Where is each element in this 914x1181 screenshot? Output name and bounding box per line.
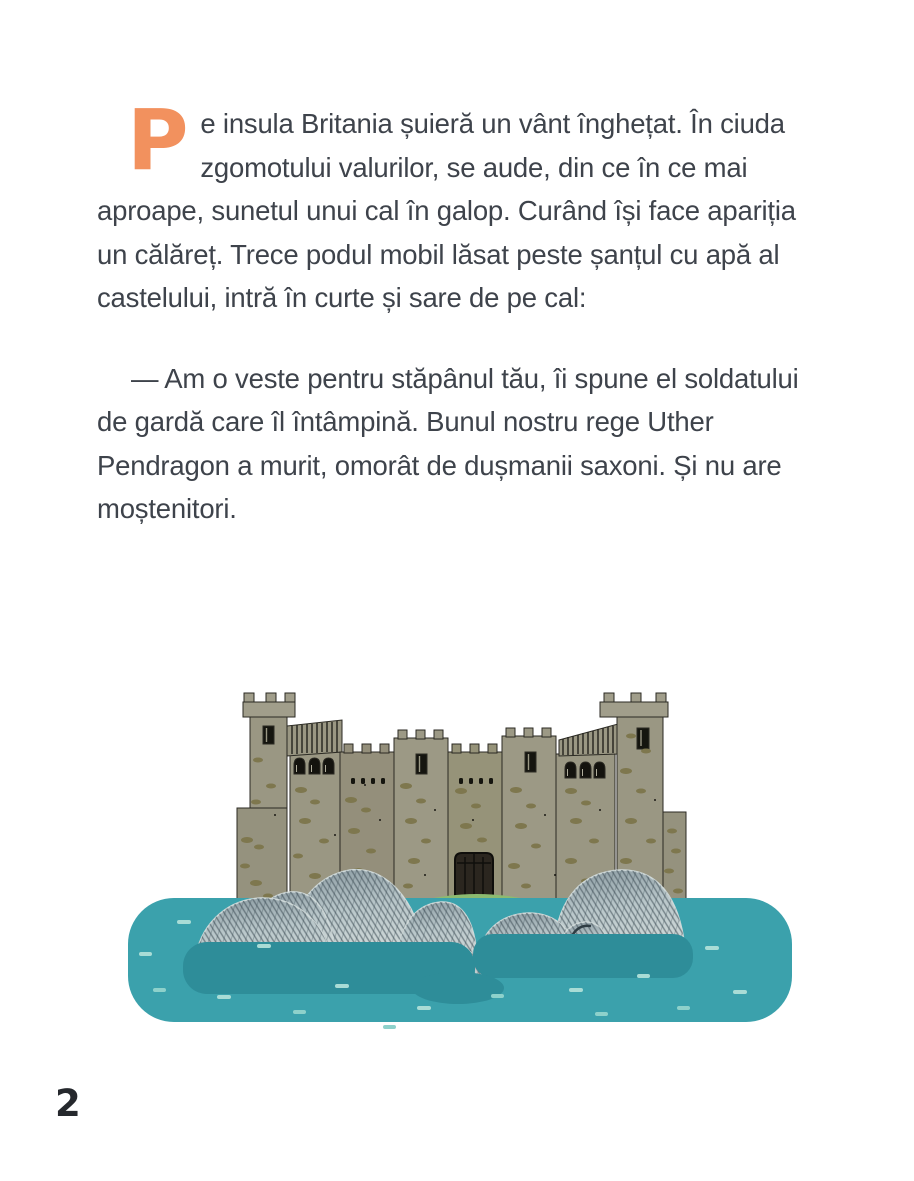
- arched-windows: [294, 758, 334, 774]
- arched-windows: [565, 762, 605, 778]
- drop-cap-letter: P: [127, 91, 189, 189]
- tower-window: [637, 728, 649, 749]
- tower-window: [263, 726, 274, 744]
- paragraph-2: — Am o veste pentru stăpânul tău, îi spune el soldatului de gardă care îl întâmpină. Bunul nostru rege Uther Pendragon a murit, omorât de dușmanii saxoni. Și nu are moștenitori.: [97, 362, 799, 524]
- paragraph-1: [97, 91, 825, 320]
- page-number: 2: [55, 1082, 81, 1125]
- story-text: [97, 91, 825, 531]
- tower-window: [525, 752, 536, 772]
- paragraph-1-text: e insula Britania șuieră un vânt înghețat. În ciuda zgomotului valurilor, se aude, din ce în ce mai aproape, sunetul unui cal în galop. Curând își face apariția un călăreț. Trece podul mobil lăsat peste șanțul cu apă al castelului, intră în curte și sare de pe cal:: [97, 108, 796, 313]
- tower-window: [416, 754, 427, 774]
- castle-illustration: [125, 690, 795, 1035]
- wall-tower: [394, 730, 448, 915]
